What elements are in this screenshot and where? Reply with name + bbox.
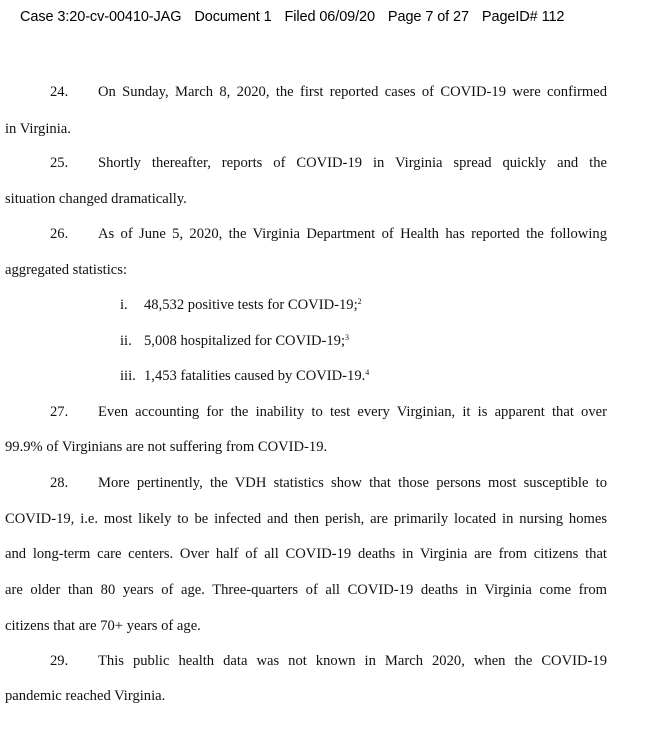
item-text: 5,008 hospitalized for COVID-19; <box>144 333 346 349</box>
footnote-marker: 4 <box>365 368 370 377</box>
item-numeral: i. <box>120 297 128 313</box>
paragraph-25-line-2: situation changed dramatically. <box>5 191 187 207</box>
paragraph-text: Even accounting for the inability to test every Virginian, it is apparent that over <box>98 404 607 420</box>
paragraph-number: 26. <box>50 226 69 242</box>
page-count: Page 7 of 27 <box>387 9 469 25</box>
paragraph-number: 28. <box>50 475 69 491</box>
paragraph-28-line-4: are older than 80 years of age. Three-quarters of all COVID-19 deaths in Virginia come from <box>5 582 607 598</box>
item-numeral: iii. <box>120 368 136 384</box>
document-number: Document 1 <box>194 9 272 25</box>
statistic-item <box>120 332 349 350</box>
paragraph-text: More pertinently, the VDH statistics show that those persons most susceptible to <box>98 475 607 491</box>
paragraph-25-line-1 <box>5 154 607 172</box>
paragraph-24-line-1 <box>5 83 607 101</box>
paragraph-26-line-1 <box>5 225 607 243</box>
filed-date: Filed 06/09/20 <box>284 9 375 25</box>
paragraph-28-line-5: citizens that are 70+ years of age. <box>5 618 201 634</box>
paragraph-24-line-2: in Virginia. <box>5 121 71 137</box>
paragraph-number: 24. <box>50 84 69 100</box>
paragraph-number: 25. <box>50 155 69 171</box>
paragraph-text: On Sunday, March 8, 2020, the first reported cases of COVID-19 were confirmed <box>98 84 607 100</box>
paragraph-text: This public health data was not known in March 2020, when the COVID-19 <box>98 653 607 669</box>
item-text: 48,532 positive tests for COVID-19; <box>144 297 358 313</box>
paragraph-27-line-2: 99.9% of Virginians are not suffering from COVID-19. <box>5 439 328 455</box>
paragraph-29-line-1 <box>5 652 607 670</box>
paragraph-28-line-2: COVID-19, i.e. most likely to be infected and then perish, are primarily located in nursing homes <box>5 511 607 527</box>
paragraph-text: As of June 5, 2020, the Virginia Department of Health has reported the following <box>98 226 607 242</box>
item-text: 1,453 fatalities caused by COVID-19. <box>144 368 366 384</box>
footnote-marker: 3 <box>345 333 350 342</box>
paragraph-27-line-1 <box>5 403 607 421</box>
statistic-item <box>120 296 362 314</box>
item-numeral: ii. <box>120 333 132 349</box>
paragraph-26-line-2: aggregated statistics: <box>5 262 127 278</box>
statistic-item <box>120 367 369 385</box>
case-number: Case 3:20-cv-00410-JAG <box>20 9 182 25</box>
page-id: PageID# 112 <box>481 9 565 25</box>
paragraph-number: 29. <box>50 653 69 669</box>
paragraph-28-line-3: and long-term care centers. Over half of all COVID-19 deaths in Virginia are from citizens that <box>5 546 607 562</box>
paragraph-number: 27. <box>50 404 69 420</box>
page-header <box>20 9 564 25</box>
paragraph-29-line-2: pandemic reached Virginia. <box>5 688 166 704</box>
footnote-marker: 2 <box>357 297 362 306</box>
paragraph-text: Shortly thereafter, reports of COVID-19 in Virginia spread quickly and the <box>98 155 607 171</box>
paragraph-28-line-1 <box>5 474 607 492</box>
